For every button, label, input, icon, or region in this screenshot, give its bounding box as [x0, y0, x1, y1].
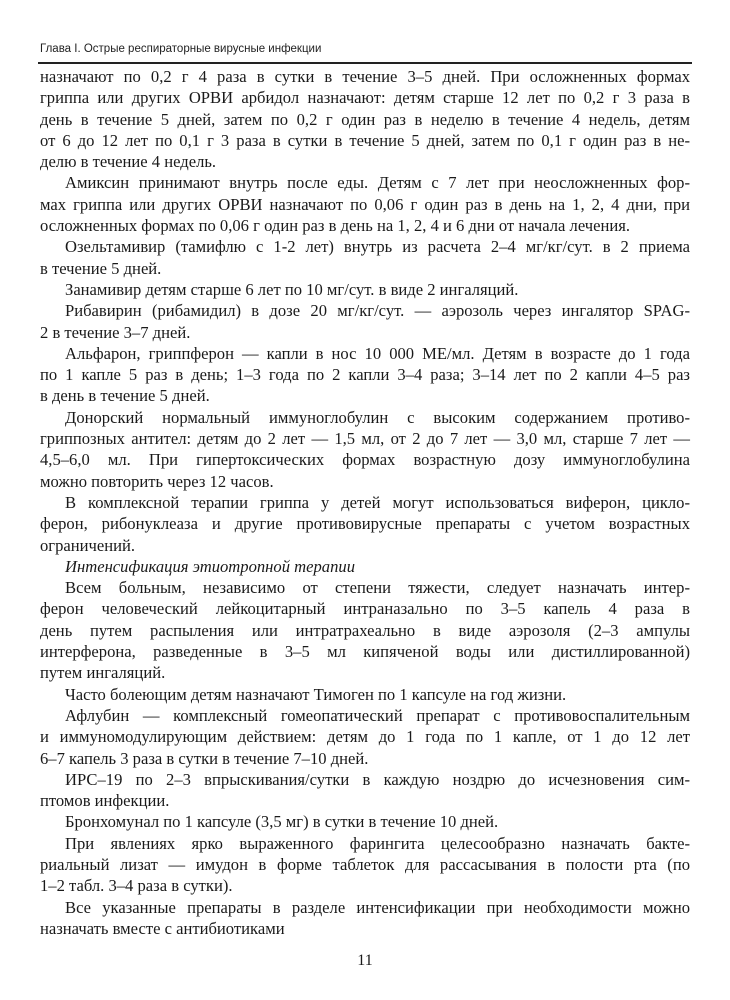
text-line: назначать вместе с антибиотиками: [40, 918, 285, 938]
text-line: назначают по 0,2 г 4 раза в сутки в течение 3–5 дней. При осложненных формах: [40, 67, 690, 86]
text-line: в течение 5 дней.: [40, 258, 162, 278]
page-number: 11: [357, 952, 373, 969]
text-line: делю в течение 4 недель.: [40, 152, 217, 172]
text-line: Часто болеющим детям назначают Тимоген по 1 капсуле на год жизни.: [65, 684, 567, 704]
text-line: 2 в течение 3–7 дней.: [40, 322, 191, 342]
text-line: 4,5–6,0 мл. При гипертоксических формах возрастную дозу иммуноглобулина: [40, 450, 690, 470]
paragraph: [40, 705, 690, 769]
paragraph: [40, 172, 690, 236]
text-line: гриппозных антител: детям до 2 лет — 1,5 мл, от 2 до 7 лет — 3,0 мл, старше 7 лет —: [40, 429, 690, 449]
header-rule: [38, 62, 692, 64]
page-body: [40, 66, 690, 939]
section-subheading: [40, 556, 690, 577]
text-line: Амиксин принимают внутрь после еды. Детям с 7 лет при неосложненных фор-: [65, 173, 690, 193]
text-line: гриппа или других ОРВИ арбидол назначают: детям старше 12 лет по 0,2 г 3 раза в: [40, 88, 690, 108]
paragraph: [40, 343, 690, 407]
text-line: Занамивир детям старше 6 лет по 10 мг/сут. в виде 2 ингаляций.: [65, 279, 519, 299]
text-line: При явлениях ярко выраженного фарингита целесообразно назначать бакте-: [65, 833, 690, 853]
text-line: Альфарон, гриппферон — капли в нос 10 000 МЕ/мл. Детям в возрасте до 1 года: [65, 343, 690, 363]
text-line: день путем распыления или интратрахеально в виде аэрозоля (2–3 ампулы: [40, 620, 690, 640]
text-line: 1–2 табл. 3–4 раза в сутки).: [40, 876, 233, 896]
text-line: в день в течение 5 дней.: [40, 386, 210, 406]
paragraph: [40, 811, 690, 832]
text-line: от 6 до 12 лет по 0,1 г 3 раза в сутки в течение 5 дней, затем по 0,1 г один раз в не-: [40, 130, 690, 150]
text-line: В комплексной терапии гриппа у детей могут использоваться виферон, цикло-: [65, 492, 690, 512]
paragraph: [40, 577, 690, 683]
text-line: 6–7 капель 3 раза в сутки в течение 7–10 дней.: [40, 748, 369, 768]
running-header: Глава I. Острые респираторные вирусные инфекции: [40, 43, 322, 55]
text-line: Донорский нормальный иммуноглобулин с высоким содержанием противо-: [65, 407, 690, 427]
paragraph: [40, 236, 690, 279]
text-line: ферон человеческий лейкоцитарный интраназально по 3–5 капель 4 раза в: [40, 599, 690, 619]
text-line: можно повторить через 12 часов.: [40, 471, 274, 491]
text-line: Афлубин — комплексный гомеопатический препарат с противовоспалительным: [65, 705, 690, 725]
text-line: путем ингаляций.: [40, 663, 166, 683]
paragraph: [40, 66, 690, 172]
text-line: Озельтамивир (тамифлю с 1-2 лет) внутрь из расчета 2–4 мг/кг/сут. в 2 приема: [65, 237, 690, 257]
text-line: риальный лизат — имудон в форме таблеток для рассасывания в полости рта (по: [40, 854, 690, 874]
paragraph: [40, 300, 690, 343]
text-line: птомов инфекции.: [40, 791, 170, 811]
text-line: ИРС–19 по 2–3 впрыскивания/сутки в каждую ноздрю до исчезновения сим-: [65, 769, 690, 789]
text-line: ферон, рибонуклеаза и другие противовирусные препараты с учетом возрастных: [40, 514, 690, 534]
text-line: ограничений.: [40, 535, 136, 555]
text-line: интерферона, разведенные в 3–5 мл кипяченой воды или дистиллированной): [40, 642, 690, 662]
text-line: Бронхомунал по 1 капсуле (3,5 мг) в сутки в течение 10 дней.: [65, 812, 499, 832]
text-line: по 1 капле 5 раз в день; 1–3 года по 2 капли 3–4 раза; 3–14 лет по 2 капли 4–5 раз: [40, 365, 690, 385]
paragraph: [40, 407, 690, 492]
text-line: Всем больным, независимо от степени тяжести, следует назначать интер-: [65, 578, 690, 598]
paragraph: [40, 769, 690, 812]
text-line: Рибавирин (рибамидил) в дозе 20 мг/кг/сут. — аэрозоль через ингалятор SPAG-: [65, 301, 690, 321]
paragraph: [40, 279, 690, 300]
text-line: Все указанные препараты в разделе интенсификации при необходимости можно: [65, 897, 690, 917]
paragraph: [40, 684, 690, 705]
text-line: Интенсификация этиотропной терапии: [65, 556, 355, 576]
text-line: и иммуномодулирующим действием: детям до 1 года по 1 капле, от 1 до 12 лет: [40, 727, 690, 747]
paragraph: [40, 833, 690, 897]
text-line: день в течение 5 дней, затем по 0,2 г один раз в неделю в течение 4 недель, детям: [40, 109, 690, 129]
text-line: осложненных формах по 0,06 г один раз в день на 1, 2, 4 и 6 дни от начала лечения.: [40, 216, 631, 236]
paragraph: [40, 492, 690, 556]
text-line: мах гриппа или других ОРВИ назначают по 0,06 г один раз в день на 1, 2, 4 дни, при: [40, 194, 690, 214]
paragraph: [40, 897, 690, 940]
